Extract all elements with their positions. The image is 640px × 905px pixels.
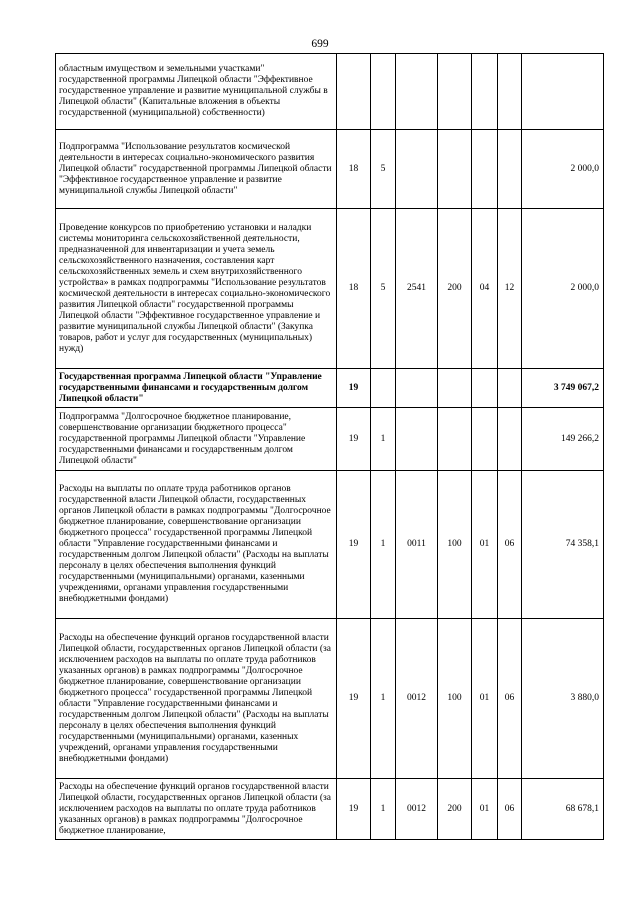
row-subsection: 06 xyxy=(498,471,522,619)
row-description: Подпрограмма "Использование результатов космической деятельности в интересах социально-экономического развития Липецкой области" государственной программы Липецкой области "Эффективное государственное управление и развитие муниципальной службы Липецкой области" xyxy=(56,130,337,209)
budget-table xyxy=(55,53,604,840)
row-subsection: 06 xyxy=(498,779,522,840)
row-subprogram-code: 5 xyxy=(371,209,396,369)
row-amount: 149 266,2 xyxy=(522,408,604,471)
row-section xyxy=(472,369,498,408)
row-expense-code xyxy=(396,54,438,130)
row-subprogram-code: 1 xyxy=(371,779,396,840)
table-row xyxy=(56,54,604,130)
row-expense-code xyxy=(396,369,438,408)
row-description: Расходы на обеспечение функций органов государственной власти Липецкой области, государственных органов Липецкой области (за исключением расходов на выплаты по оплате труда работников указанных органов) в рамках подпрограммы "Долгосрочное бюджетное планирование, xyxy=(56,779,337,840)
row-section: 01 xyxy=(472,471,498,619)
row-expense-type xyxy=(438,54,472,130)
row-subsection: 06 xyxy=(498,619,522,779)
row-description: Подпрограмма "Долгосрочное бюджетное планирование, совершенствование организации бюджетного процесса" государственной программы Липецкой области "Управление государственными финансами и государственным долгом Липецкой области" xyxy=(56,408,337,471)
row-description: Государственная программа Липецкой области "Управление государственными финансами и государственным долгом Липецкой области" xyxy=(56,369,337,408)
row-expense-type xyxy=(438,369,472,408)
budget-table-body xyxy=(56,54,604,840)
row-expense-code xyxy=(396,408,438,471)
row-section xyxy=(472,408,498,471)
row-program-code: 19 xyxy=(337,369,371,408)
row-amount xyxy=(522,54,604,130)
row-section: 01 xyxy=(472,619,498,779)
row-expense-type: 100 xyxy=(438,471,472,619)
row-program-code: 18 xyxy=(337,209,371,369)
row-program-code: 19 xyxy=(337,619,371,779)
page-number: 699 xyxy=(311,38,329,50)
row-section xyxy=(472,130,498,209)
row-subsection xyxy=(498,408,522,471)
row-subsection: 12 xyxy=(498,209,522,369)
row-program-code: 19 xyxy=(337,471,371,619)
row-amount: 2 000,0 xyxy=(522,209,604,369)
row-section: 04 xyxy=(472,209,498,369)
row-description: областным имуществом и земельными участками" государственной программы Липецкой области "Эффективное государственное управление и развитие муниципальной службы в Липецкой области" (Капитальные вложения в объекты государственной (муниципальной) собственности) xyxy=(56,54,337,130)
row-amount: 74 358,1 xyxy=(522,471,604,619)
row-subsection xyxy=(498,54,522,130)
row-section xyxy=(472,54,498,130)
row-program-code xyxy=(337,54,371,130)
table-row xyxy=(56,779,604,840)
row-description: Проведение конкурсов по приобретению установки и наладки системы мониторинга сельскохозяйственной деятельности, предназначенной для инвентаризации и учета земель сельскохозяйственного назначения, составления карт сельскохозяйственных земель и схем внутрихозяйственного устройства» в рамках подпрограммы "Использование результатов космической деятельности в интересах социально-экономического развития Липецкой области" государственной программы Липецкой области "Эффективное государственное управление и развитие муниципальной службы Липецкой области" (Закупка товаров, работ и услуг для государственных (муниципальных) нужд) xyxy=(56,209,337,369)
row-expense-type: 200 xyxy=(438,209,472,369)
row-program-code: 19 xyxy=(337,408,371,471)
row-amount: 3 749 067,2 xyxy=(522,369,604,408)
table-row-program-total xyxy=(56,369,604,408)
row-program-code: 18 xyxy=(337,130,371,209)
table-row xyxy=(56,471,604,619)
table-row xyxy=(56,130,604,209)
row-description: Расходы на обеспечение функций органов государственной власти Липецкой области, государственных органов Липецкой области (за исключением расходов на выплаты по оплате труда работников указанных органов) в рамках подпрограммы "Долгосрочное бюджетное планирование, совершенствование организации бюджетного процесса" государственной программы Липецкой области "Управление государственными финансами и государственным долгом Липецкой области" (Расходы на выплаты персоналу в целях обеспечения выполнения функций государственными (муниципальными) органами, казенных учреждений, органами управления государственными внебюджетными фондами) xyxy=(56,619,337,779)
row-subprogram-code: 1 xyxy=(371,408,396,471)
row-expense-code: 0012 xyxy=(396,619,438,779)
row-subprogram-code: 1 xyxy=(371,619,396,779)
row-subprogram-code xyxy=(371,54,396,130)
row-subsection xyxy=(498,130,522,209)
table-row xyxy=(56,209,604,369)
row-expense-type xyxy=(438,408,472,471)
row-expense-code: 0012 xyxy=(396,779,438,840)
row-subprogram-code: 1 xyxy=(371,471,396,619)
row-program-code: 19 xyxy=(337,779,371,840)
row-amount: 2 000,0 xyxy=(522,130,604,209)
row-expense-code: 0011 xyxy=(396,471,438,619)
row-subprogram-code: 5 xyxy=(371,130,396,209)
row-expense-type: 200 xyxy=(438,779,472,840)
table-row xyxy=(56,408,604,471)
row-expense-code xyxy=(396,130,438,209)
row-amount: 3 880,0 xyxy=(522,619,604,779)
row-expense-type xyxy=(438,130,472,209)
row-expense-type: 100 xyxy=(438,619,472,779)
row-description: Расходы на выплаты по оплате труда работников органов государственной власти Липецкой области, государственных органов Липецкой области в рамках подпрограммы "Долгосрочное бюджетное планирование, совершенствование организации бюджетного процесса" государственной программы Липецкой области "Управление государственными финансами и государственным долгом Липецкой области" (Расходы на выплаты персоналу в целях обеспечения выполнения функций государственными (муниципальными) органами, казенными учреждениями, органами управления государственными внебюджетными фондами) xyxy=(56,471,337,619)
row-subprogram-code xyxy=(371,369,396,408)
table-row xyxy=(56,619,604,779)
row-subsection xyxy=(498,369,522,408)
row-amount: 68 678,1 xyxy=(522,779,604,840)
row-section: 01 xyxy=(472,779,498,840)
row-expense-code: 2541 xyxy=(396,209,438,369)
